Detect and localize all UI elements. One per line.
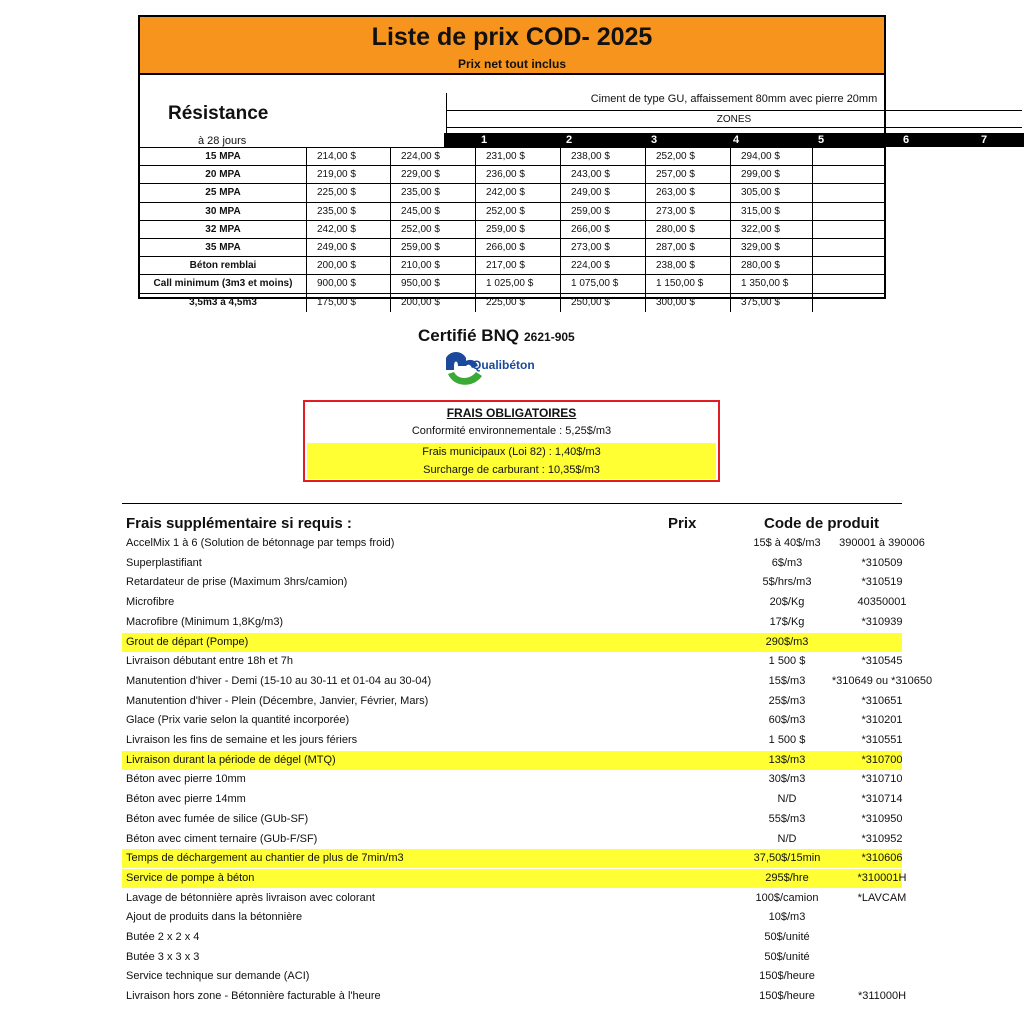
table-row	[140, 293, 884, 312]
item-prix: 15$ à 40$/m3	[753, 537, 821, 549]
list-item	[122, 751, 902, 770]
item-prix: 30$/m3	[768, 773, 806, 786]
price-cell	[812, 257, 884, 275]
price-cell: 1 025,00 $	[475, 275, 560, 293]
price-cell: 273,00 $	[645, 203, 730, 221]
row-label: Call minimum (3m3 et moins)	[153, 278, 293, 290]
price-cell: 229,00 $	[390, 166, 475, 184]
page-title: Liste de prix COD- 2025	[371, 23, 653, 51]
item-prix: 20$/Kg	[769, 596, 805, 609]
resistance-label: Résistance	[168, 103, 269, 124]
zone-header-7: 7	[980, 134, 988, 146]
list-item	[122, 633, 902, 652]
list-item	[122, 711, 902, 730]
price-cell: 225,00 $	[306, 184, 390, 202]
item-desc: Livraison hors zone - Bétonnière facturable à l'heure	[126, 990, 381, 1003]
price-cell: 225,00 $	[475, 294, 560, 312]
zone-header-4: 4	[732, 134, 740, 146]
list-item	[122, 967, 902, 986]
item-desc: Béton avec ciment ternaire (GUb-F/SF)	[126, 832, 318, 845]
item-desc: Ajout de produits dans la bétonnière	[126, 911, 303, 924]
zone-header-3: 3	[650, 134, 658, 146]
price-cell: 249,00 $	[560, 184, 645, 202]
item-prix: 15$/m3	[768, 674, 806, 687]
row-label: 15 MPA	[205, 151, 241, 162]
price-cell: 280,00 $	[645, 221, 730, 239]
item-prix: 5$/hrs/m3	[762, 576, 812, 589]
item-desc: Lavage de bétonnière après livraison avec colorant	[126, 891, 375, 904]
item-prix: 1 500 $	[768, 655, 806, 668]
item-desc: AccelMix 1 à 6 (Solution de bétonnage par temps froid)	[126, 537, 395, 549]
price-cell: 266,00 $	[475, 239, 560, 257]
price-cell: 238,00 $	[645, 257, 730, 275]
price-cell: 315,00 $	[730, 203, 812, 221]
item-code: *310545	[861, 655, 903, 668]
price-cell: 1 350,00 $	[730, 275, 812, 293]
price-cell: 224,00 $	[560, 257, 645, 275]
item-code: *310551	[861, 734, 903, 746]
frais-conformite: Conformité environnementale : 5,25$/m3	[411, 425, 612, 437]
price-cell: 305,00 $	[730, 184, 812, 202]
item-code: *LAVCAM	[857, 891, 907, 904]
item-prix: 60$/m3	[768, 714, 806, 727]
price-cell: 287,00 $	[645, 239, 730, 257]
divider	[122, 503, 902, 504]
item-prix: 150$/heure	[759, 970, 815, 983]
item-prix: 13$/m3	[768, 753, 806, 766]
price-cell	[812, 203, 884, 221]
item-prix: 55$/m3	[768, 812, 806, 825]
price-cell: 236,00 $	[475, 166, 560, 184]
price-cell	[812, 148, 884, 166]
price-cell: 252,00 $	[390, 221, 475, 239]
table-row	[140, 165, 884, 184]
price-cell: 950,00 $	[390, 275, 475, 293]
item-code: *310714	[861, 793, 903, 806]
price-cell: 200,00 $	[390, 294, 475, 312]
table-row	[140, 256, 884, 275]
row-label: 32 MPA	[205, 223, 241, 235]
zone-header-6: 6	[902, 134, 910, 146]
price-cell: 224,00 $	[390, 148, 475, 166]
list-item	[122, 849, 902, 868]
item-desc: Temps de déchargement au chantier de plus de 7min/m3	[126, 852, 404, 865]
item-prix: 150$/heure	[759, 990, 815, 1003]
price-cell: 263,00 $	[645, 184, 730, 202]
price-cell: 214,00 $	[306, 148, 390, 166]
item-prix: N/D	[777, 832, 797, 845]
price-cell: 242,00 $	[475, 184, 560, 202]
price-cell: 235,00 $	[390, 184, 475, 202]
item-code: *310201	[861, 714, 903, 727]
jours-label: à 28 jours	[198, 135, 247, 147]
item-desc: Microfibre	[126, 596, 175, 609]
table-row	[140, 238, 884, 257]
item-prix: 10$/m3	[768, 911, 806, 924]
price-table	[138, 15, 988, 308]
item-desc: Service technique sur demande (ACI)	[126, 970, 310, 983]
page-subtitle: Prix net tout inclus	[457, 57, 566, 71]
zone-header-2: 2	[565, 134, 573, 146]
row-label: Béton remblai	[189, 260, 257, 272]
prix-column-header: Prix	[668, 515, 697, 532]
item-desc: Béton avec pierre 14mm	[126, 793, 246, 806]
list-item	[122, 573, 902, 592]
table-row	[140, 220, 884, 239]
price-cell: 299,00 $	[730, 166, 812, 184]
price-cell: 259,00 $	[475, 221, 560, 239]
item-desc: Butée 3 x 3 x 3	[126, 950, 200, 963]
price-cell: 217,00 $	[475, 257, 560, 275]
price-cell: 235,00 $	[306, 203, 390, 221]
price-cell: 245,00 $	[390, 203, 475, 221]
list-item	[122, 889, 907, 908]
table-row	[140, 274, 884, 293]
price-cell: 1 075,00 $	[560, 275, 645, 293]
price-cell: 259,00 $	[390, 239, 475, 257]
item-prix: 50$/unité	[764, 950, 810, 963]
price-cell: 238,00 $	[560, 148, 645, 166]
item-code: 40350001	[857, 596, 907, 609]
price-cell: 294,00 $	[730, 148, 812, 166]
item-prix: 6$/m3	[771, 556, 803, 569]
price-cell: 280,00 $	[730, 257, 812, 275]
table-row	[140, 202, 884, 221]
price-cell: 250,00 $	[560, 294, 645, 312]
price-cell: 257,00 $	[645, 166, 730, 184]
price-table-header	[140, 17, 884, 75]
item-desc: Livraison durant la période de dégel (MTQ)	[126, 753, 336, 766]
price-cell: 329,00 $	[730, 239, 812, 257]
item-desc: Livraison les fins de semaine et les jours fériers	[126, 734, 358, 746]
item-code: 390001 à 390006	[839, 537, 925, 549]
item-code: *310700	[861, 753, 903, 766]
item-prix: 25$/m3	[768, 694, 806, 707]
row-label: 30 MPA	[205, 205, 241, 217]
supplementaires-title: Frais supplémentaire si requis :	[126, 515, 352, 532]
item-code: *310509	[861, 556, 903, 569]
price-cell: 249,00 $	[306, 239, 390, 257]
list-item	[122, 534, 925, 553]
item-code: *310710	[861, 773, 903, 786]
list-item	[122, 652, 902, 671]
price-cell: 273,00 $	[560, 239, 645, 257]
ciment-label: Ciment de type GU, affaissement 80mm avec pierre 20mm	[590, 93, 878, 105]
row-label: 25 MPA	[205, 187, 241, 199]
item-desc: Béton avec fumée de silice (GUb-SF)	[126, 812, 309, 825]
zones-label: ZONES	[446, 110, 1022, 128]
price-cell	[812, 275, 884, 293]
list-item	[122, 770, 902, 789]
item-prix: 50$/unité	[764, 931, 810, 943]
list-item	[122, 869, 907, 888]
list-item	[122, 731, 902, 750]
table-row	[140, 147, 884, 166]
item-prix: N/D	[777, 793, 797, 806]
zone-header-5: 5	[817, 134, 825, 146]
frais-obligatoires-box	[303, 400, 720, 482]
list-item	[122, 987, 907, 1006]
item-desc: Service de pompe à béton	[126, 871, 255, 884]
price-cell: 266,00 $	[560, 221, 645, 239]
item-code: *310606	[861, 852, 903, 865]
item-desc: Manutention d'hiver - Demi (15-10 au 30-11 et 01-04 au 30-04)	[126, 674, 432, 687]
row-label: 35 MPA	[205, 242, 241, 253]
frais-carburant: Surcharge de carburant : 10,35$/m3	[307, 461, 716, 479]
price-cell	[812, 221, 884, 239]
frais-municipaux: Frais municipaux (Loi 82) : 1,40$/m3	[307, 443, 716, 461]
item-code: *310952	[861, 832, 903, 845]
table-row	[140, 183, 884, 202]
item-desc: Macrofibre (Minimum 1,8Kg/m3)	[126, 615, 284, 628]
price-cell: 300,00 $	[645, 294, 730, 312]
item-desc: Superplastifiant	[126, 556, 202, 569]
item-code: *310649 ou *310650	[831, 674, 933, 687]
item-code: *310519	[861, 576, 903, 589]
zone-header-row	[444, 133, 1024, 147]
cert-code: 2621-905	[524, 330, 575, 344]
item-prix: 100$/camion	[755, 891, 819, 904]
price-cell	[812, 184, 884, 202]
item-desc: Butée 2 x 2 x 4	[126, 931, 200, 943]
item-desc: Glace (Prix varie selon la quantité incorporée)	[126, 714, 350, 727]
item-prix: 295$/hre	[765, 871, 809, 884]
list-item	[122, 810, 902, 829]
list-item	[122, 928, 902, 947]
zone-header-1: 1	[480, 134, 488, 146]
price-cell: 259,00 $	[560, 203, 645, 221]
price-cell: 252,00 $	[475, 203, 560, 221]
price-cell: 252,00 $	[645, 148, 730, 166]
price-cell	[812, 239, 884, 257]
price-cell: 375,00 $	[730, 294, 812, 312]
cert-title: Certifié BNQ	[418, 326, 520, 345]
list-item	[122, 613, 902, 632]
price-cell: 322,00 $	[730, 221, 812, 239]
price-cell: 242,00 $	[306, 221, 390, 239]
item-prix: 290$/m3	[765, 635, 809, 648]
price-cell: 200,00 $	[306, 257, 390, 275]
list-item	[122, 692, 902, 711]
item-desc: Manutention d'hiver - Plein (Décembre, Janvier, Février, Mars)	[126, 694, 429, 707]
item-code: *310939	[861, 615, 903, 628]
list-item	[122, 593, 907, 612]
item-prix: 17$/Kg	[769, 615, 805, 628]
list-item	[122, 672, 933, 691]
price-cell	[812, 166, 884, 184]
item-desc: Grout de départ (Pompe)	[126, 635, 249, 648]
list-item	[122, 830, 902, 849]
item-code: *311000H	[857, 990, 907, 1003]
list-item	[122, 908, 902, 927]
item-prix: 1 500 $	[768, 734, 806, 746]
qualibeton-logo-text: Qualibéton	[472, 358, 535, 372]
price-cell: 1 150,00 $	[645, 275, 730, 293]
item-desc: Retardateur de prise (Maximum 3hrs/camion)	[126, 576, 348, 589]
price-cell: 231,00 $	[475, 148, 560, 166]
item-prix: 37,50$/15min	[753, 852, 821, 865]
row-label: 20 MPA	[205, 169, 241, 181]
item-desc: Livraison débutant entre 18h et 7h	[126, 655, 293, 668]
list-item	[122, 948, 902, 967]
list-item	[122, 790, 902, 809]
price-cell	[812, 294, 884, 312]
price-cell: 210,00 $	[390, 257, 475, 275]
price-cell: 175,00 $	[306, 294, 390, 312]
price-cell: 243,00 $	[560, 166, 645, 184]
list-item	[122, 554, 902, 573]
item-code: *310001H	[857, 871, 907, 884]
code-column-header: Code de produit	[764, 515, 879, 532]
frais-obligatoires-title: FRAIS OBLIGATOIRES	[446, 406, 577, 420]
price-cell: 219,00 $	[306, 166, 390, 184]
item-desc: Béton avec pierre 10mm	[126, 773, 246, 786]
row-label: 3,5m3 à 4,5m3	[189, 296, 257, 308]
price-cell: 900,00 $	[306, 275, 390, 293]
item-code: *310651	[861, 694, 903, 707]
item-code: *310950	[861, 812, 903, 825]
